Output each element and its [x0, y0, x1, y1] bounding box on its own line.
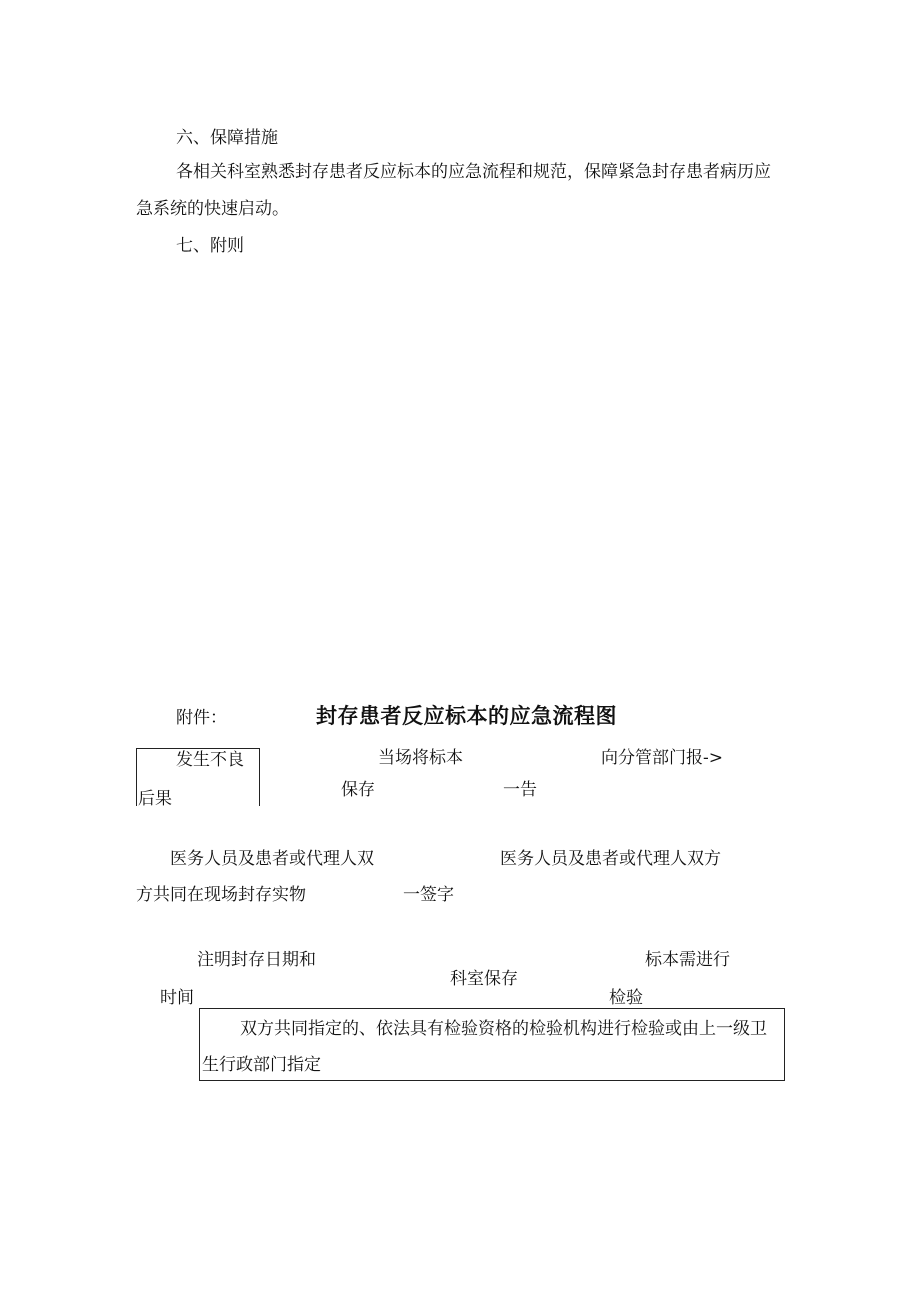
adverse-outcome-line1: 发生不良 — [176, 750, 244, 770]
report-dept-line1: 向分管部门报-> — [601, 748, 723, 768]
testing-agency-box — [199, 1008, 785, 1081]
dept-storage: 科室保存 — [450, 969, 518, 989]
seal-on-site-line1: 医务人员及患者或代理人双 — [170, 849, 374, 869]
note-date-line2: 时间 — [160, 988, 194, 1008]
section-6-heading: 六、保障措施 — [176, 128, 278, 148]
save-sample-line1: 当场将标本 — [378, 748, 463, 768]
testing-agency-text: 双方共同指定的、依法具有检验资格的检验机构进行检验或由上一级卫生行政部门指定 — [202, 1019, 767, 1075]
needs-testing-line1: 标本需进行 — [645, 950, 730, 970]
sign-both-line2: 一签字 — [403, 885, 454, 905]
attachment-label: 附件： — [176, 708, 227, 728]
flowchart-title: 封存患者反应标本的应急流程图 — [316, 704, 617, 728]
seal-on-site-line2: 方共同在现场封存实物 — [136, 885, 306, 905]
adverse-outcome-line2: 后果 — [138, 789, 172, 809]
needs-testing-line2: 检验 — [609, 988, 643, 1008]
section-6-body: 各相关科室熟悉封存患者反应标本的应急流程和规范，保障紧急封存患者病历应急系统的快速启动。 — [136, 162, 771, 219]
note-date-line1: 注明封存日期和 — [197, 950, 316, 970]
save-sample-line2: 保存 — [341, 780, 375, 800]
sign-both-line1: 医务人员及患者或代理人双方 — [500, 849, 721, 869]
report-dept-line2: 一告 — [503, 780, 537, 800]
section-7-heading: 七、附则 — [176, 236, 244, 256]
